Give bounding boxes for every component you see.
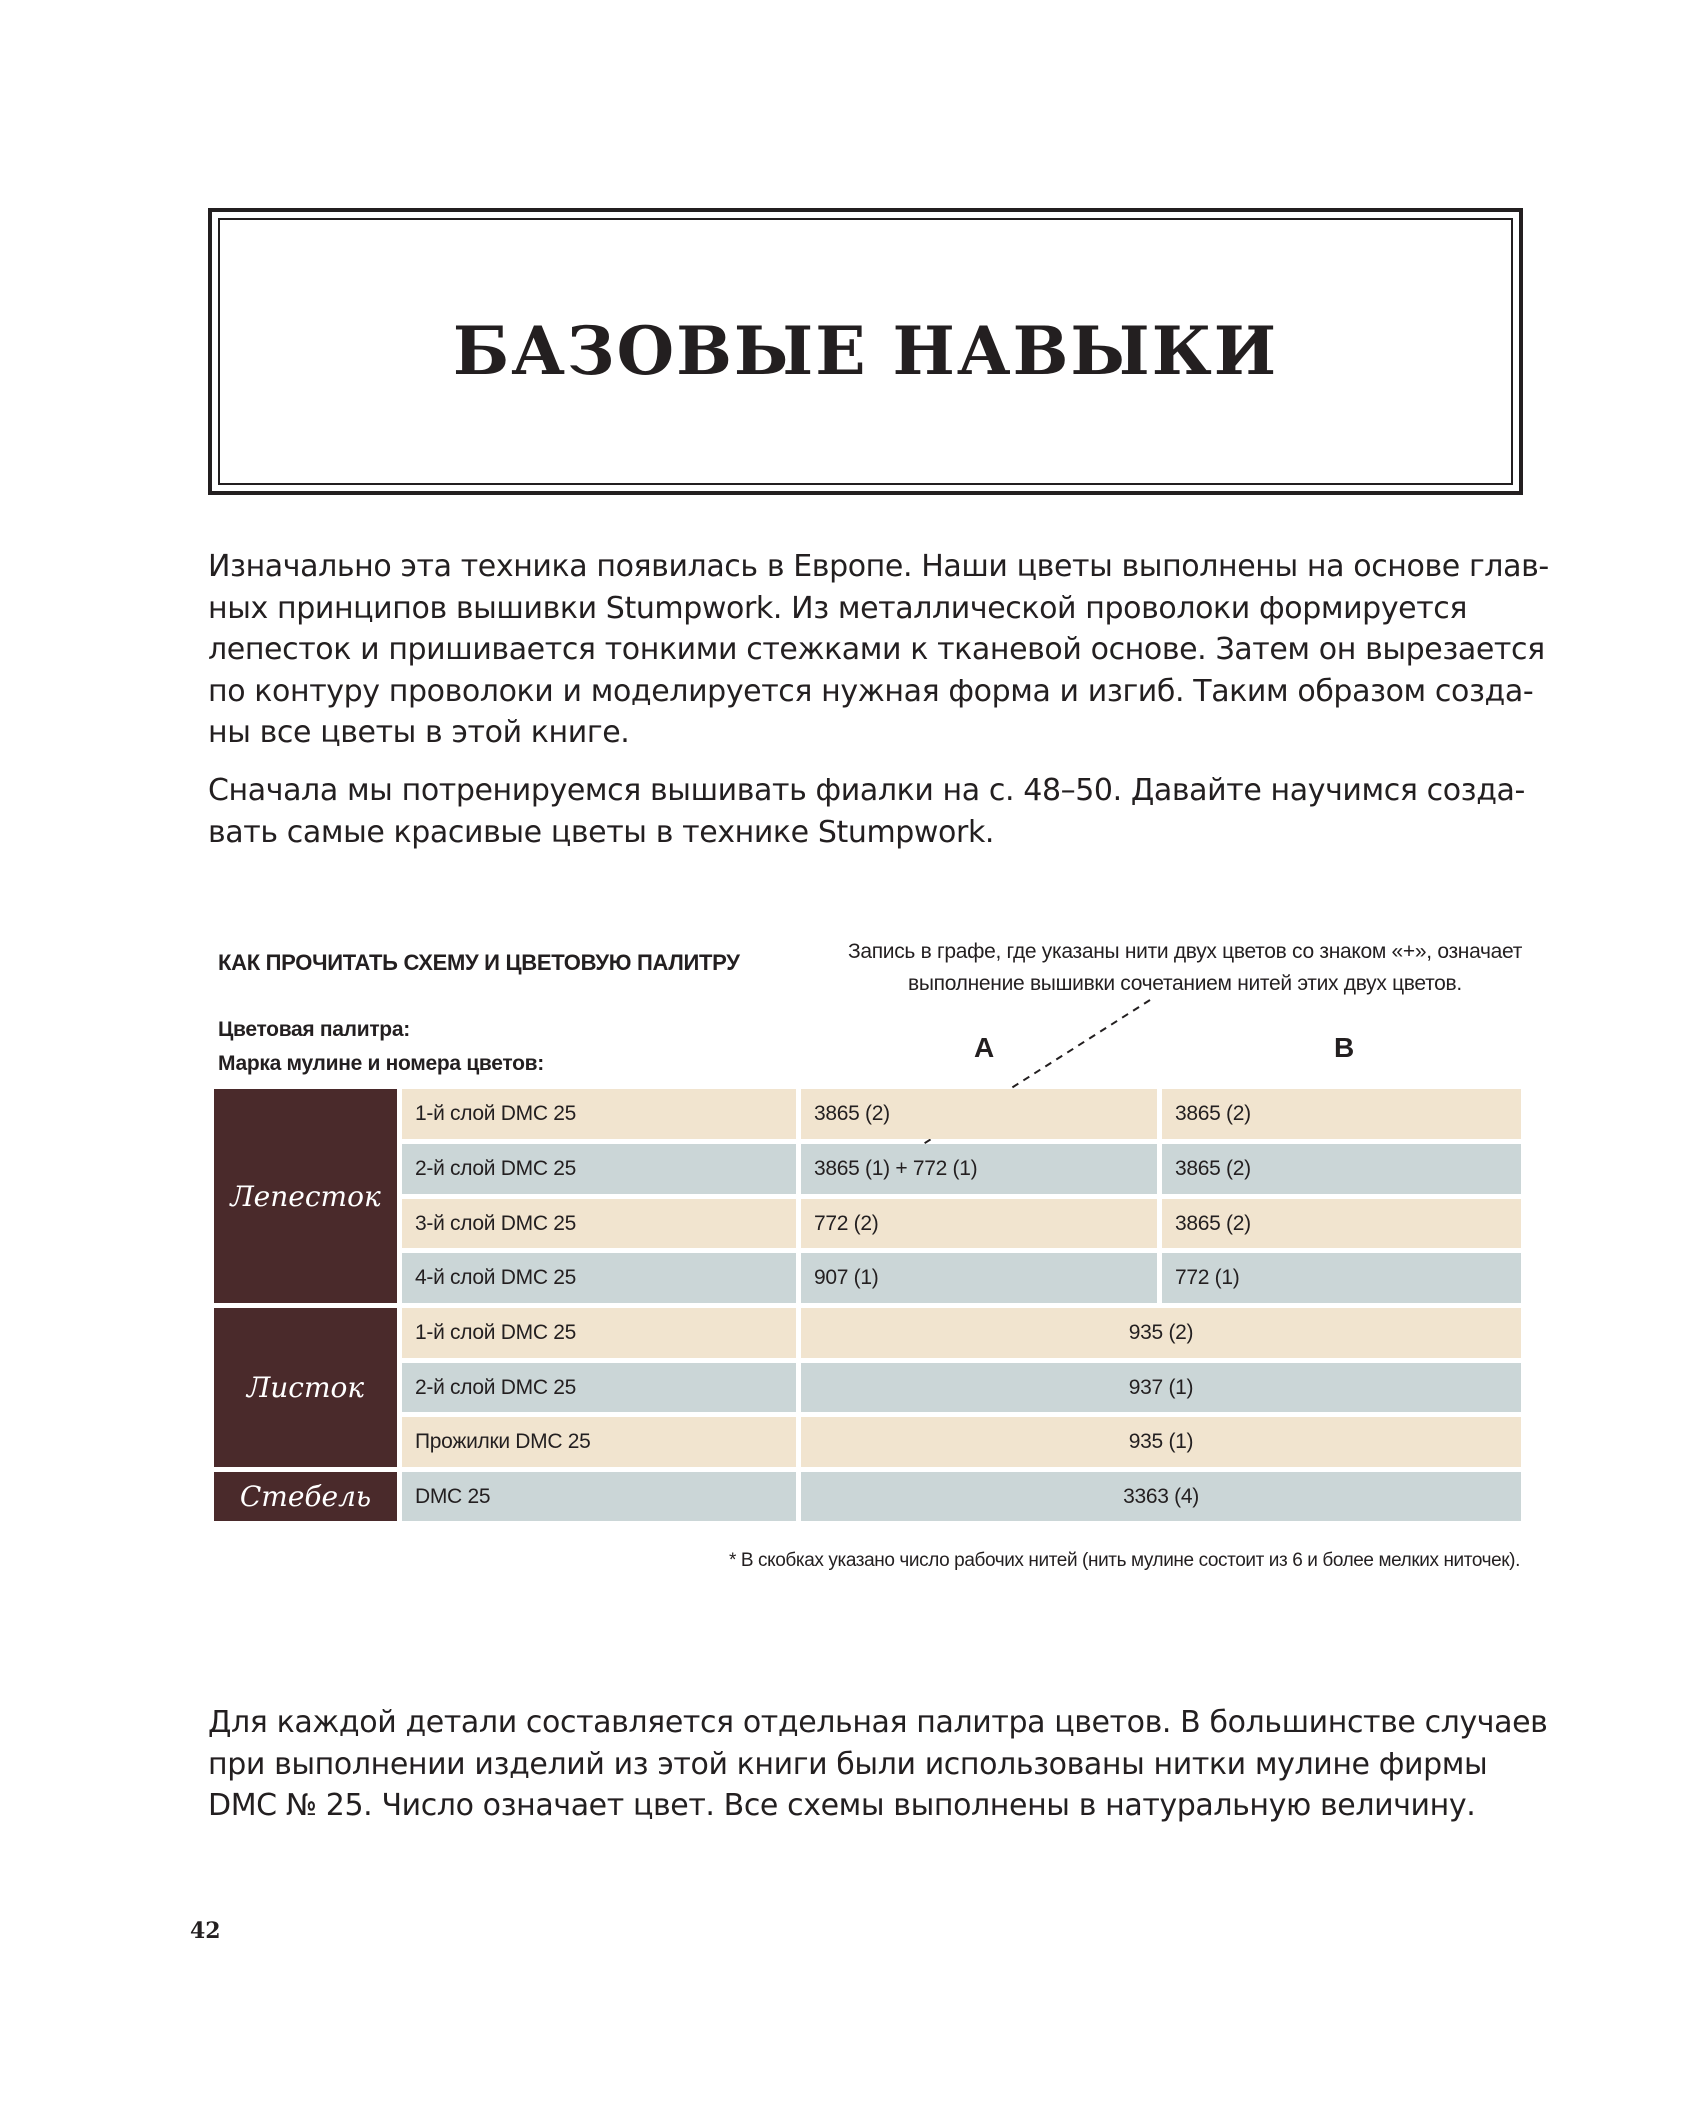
- table-footnote: * В скобках указано число рабочих нитей (нить мулине состоит из 6 и более мелких ниточек).: [729, 1550, 1520, 1571]
- text-line: Изначально эта техника появилась в Европе. Наши цветы выполнены на основе глав-: [208, 549, 1549, 584]
- category-petal: Лепесток: [214, 1089, 397, 1303]
- value-cell-a: 907 (1): [801, 1253, 1157, 1303]
- text-line: DMC № 25. Число означает цвет. Все схемы выполнены в натуральную величину.: [208, 1788, 1476, 1823]
- column-a-header: A: [974, 1032, 995, 1063]
- value-cell-merged: 935 (1): [801, 1417, 1521, 1467]
- layer-cell: 2-й слой DMC 25: [402, 1363, 796, 1412]
- value-cell-merged: 937 (1): [801, 1363, 1521, 1412]
- layer-cell: 1-й слой DMC 25: [402, 1308, 796, 1358]
- layer-cell: DMC 25: [402, 1472, 796, 1521]
- palette-table: [214, 1089, 1521, 1521]
- brand-label: Марка мулине и номера цветов:: [218, 1052, 544, 1075]
- text-line: Сначала мы потренируемся вышивать фиалки на с. 48–50. Давайте научимся созда-: [208, 773, 1525, 808]
- palette-label: Цветовая палитра:: [218, 1018, 410, 1041]
- value-cell-b: 772 (1): [1162, 1253, 1521, 1303]
- value-cell-b: 3865 (2): [1162, 1089, 1521, 1139]
- text-line: ны все цветы в этой книге.: [208, 715, 630, 750]
- text-line: вать самые красивые цветы в технике Stumpwork.: [208, 814, 995, 850]
- value-cell-a: 772 (2): [801, 1199, 1157, 1248]
- category-stem: Стебель: [214, 1472, 397, 1521]
- layer-cell: 1-й слой DMC 25: [402, 1089, 796, 1139]
- value-cell-a: 3865 (2): [801, 1089, 1157, 1139]
- text-line: Для каждой детали составляется отдельная палитра цветов. В большинстве случаев: [208, 1705, 1548, 1740]
- text-line: ных принципов вышивки Stumpwork. Из металлической проволоки формируется: [208, 590, 1468, 626]
- scheme-note-line: Запись в графе, где указаны нити двух цветов со знаком «+», означает: [847, 940, 1523, 963]
- text-line: лепесток и пришивается тонкими стежками к тканевой основе. Затем он вырезается: [208, 632, 1545, 667]
- layer-cell: 2-й слой DMC 25: [402, 1144, 796, 1194]
- scheme-note-line: выполнение вышивки сочетанием нитей этих двух цветов.: [908, 972, 1462, 995]
- value-cell-a: 3865 (1) + 772 (1): [801, 1144, 1157, 1194]
- text-line: при выполнении изделий из этой книги были использованы нитки мулине фирмы: [208, 1746, 1488, 1782]
- value-cell-b: 3865 (2): [1162, 1199, 1521, 1248]
- category-leaf: Листок: [214, 1308, 397, 1467]
- page-number: 42: [190, 1918, 221, 1944]
- layer-cell: Прожилки DMC 25: [402, 1417, 796, 1467]
- outro-paragraph: [208, 1702, 1548, 1827]
- layer-cell: 3-й слой DMC 25: [402, 1199, 796, 1248]
- scheme-heading: КАК ПРОЧИТАТЬ СХЕМУ И ЦВЕТОВУЮ ПАЛИТРУ: [218, 950, 740, 975]
- value-cell-merged: 935 (2): [801, 1308, 1521, 1358]
- page-title: БАЗОВЫЕ НАВЫКИ: [452, 312, 1279, 390]
- value-cell-b: 3865 (2): [1162, 1144, 1521, 1194]
- layer-cell: 4-й слой DMC 25: [402, 1253, 796, 1303]
- value-cell-merged: 3363 (4): [801, 1472, 1521, 1521]
- text-line: по контуру проволоки и моделируется нужная форма и изгиб. Таким образом созда-: [208, 673, 1534, 709]
- column-b-header: B: [1334, 1032, 1355, 1063]
